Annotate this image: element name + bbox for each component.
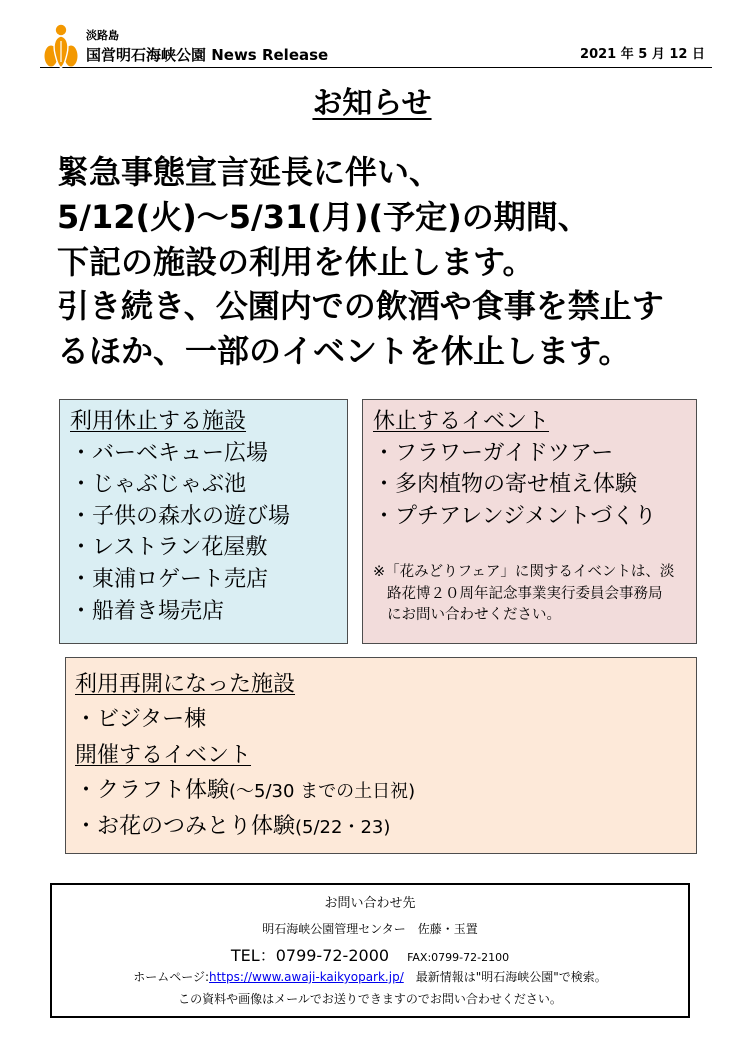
contact-box	[50, 883, 690, 1018]
notice-title	[0, 84, 744, 124]
contact-homepage-line	[52, 969, 688, 986]
park-logo	[44, 24, 78, 68]
contact-tel: TEL：0799-72-2000	[230, 946, 390, 965]
facility-item: ・子供の森水の遊び場	[70, 503, 291, 529]
held-event-name: ・クラフト体験	[75, 777, 230, 803]
closed-events-box	[362, 399, 697, 644]
held-events-heading: 開催するイベント	[75, 742, 252, 768]
headline	[57, 150, 737, 374]
closed-facilities-heading: 利用休止する施設	[70, 409, 247, 434]
homepage-label: ホームページ:	[133, 970, 209, 984]
event-note-line: ※「花みどりフェア」に関するイベントは、淡	[373, 564, 675, 581]
held-event-detail: (5/22・23)	[295, 817, 391, 839]
contact-heading: お問い合わせ先	[324, 896, 416, 911]
closed-facilities-box	[59, 399, 348, 644]
logo-head-shape	[56, 25, 66, 35]
headline-line: るほか、一部のイベントを休止します。	[57, 332, 631, 371]
headline-line: 引き続き、公園内での飲酒や食事を禁止す	[57, 287, 664, 326]
headline-line: 下記の施設の利用を休止します。	[57, 242, 535, 281]
reopened-heading: 利用再開になった施設	[75, 672, 296, 697]
facility-item: ・じゃぶじゃぶ池	[70, 472, 247, 498]
release-date: 2021 年 5 月 12 日	[580, 47, 705, 62]
facility-item: ・東浦ロゲート売店	[70, 566, 269, 592]
event-item: ・フラワーガイドツアー	[373, 440, 614, 466]
header-divider	[40, 67, 712, 68]
event-note-line: にお問い合わせください。	[387, 607, 561, 624]
reopened-item: ・ビジター棟	[75, 707, 207, 733]
headline-line: 緊急事態宣言延長に伴い、	[57, 153, 442, 191]
contact-fax: FAX:0799-72-2100	[407, 951, 510, 964]
event-note-line: 路花博２０周年記念事業実行委員会事務局	[387, 585, 663, 602]
reopened-box	[65, 657, 697, 854]
notice-title-text: お知らせ	[312, 86, 432, 121]
contact-phone-line	[52, 943, 688, 971]
held-event-name: ・お花のつみとり体験	[75, 814, 296, 840]
search-note: 最新情報は"明石海峡公園"で検索。	[403, 970, 607, 984]
event-item: ・プチアレンジメントづくり	[373, 503, 657, 529]
closed-events-heading: 休止するイベント	[373, 409, 550, 434]
headline-line: 5/12(火)～5/31(月)(予定)の期間、	[57, 197, 590, 236]
header-region: 淡路島	[86, 29, 119, 42]
facility-item: ・レストラン花屋敷	[70, 535, 268, 561]
held-event-item	[75, 809, 696, 845]
email-note: この資料や画像はメールでお送りできますのでお問い合わせください。	[178, 992, 562, 1006]
contact-office: 明石海峡公園管理センター 佐藤・玉置	[262, 922, 478, 936]
held-event-item	[75, 773, 696, 809]
homepage-link[interactable]: https://www.awaji-kaikyopark.jp/	[209, 970, 404, 984]
event-item: ・多肉植物の寄せ植え体験	[373, 472, 638, 498]
event-note	[373, 562, 696, 627]
held-event-detail: (～5/30 までの土日祝)	[229, 780, 416, 802]
header-title: 国営明石海峡公園 News Release	[86, 46, 329, 64]
facility-item: ・バーベキュー広場	[70, 440, 269, 466]
facility-item: ・船着き場売店	[70, 598, 225, 624]
